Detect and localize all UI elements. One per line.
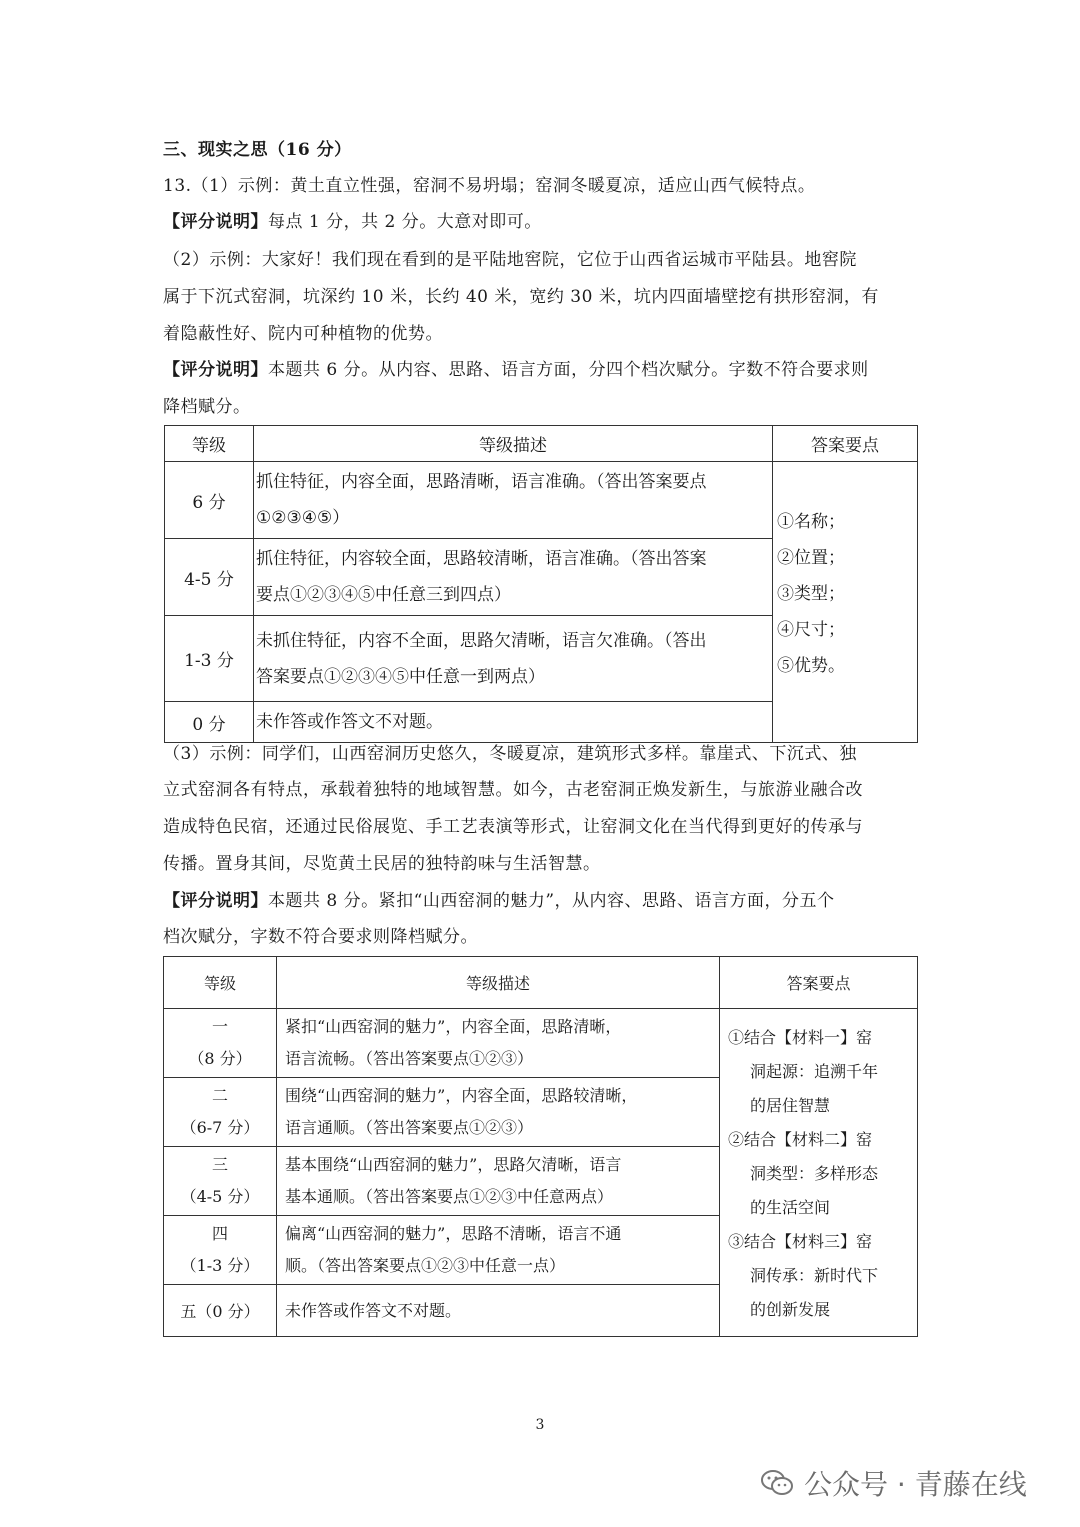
note-label: 【评分说明】 xyxy=(163,360,268,380)
answer-point: ④尺寸； xyxy=(777,620,845,640)
wechat-icon xyxy=(760,1468,794,1498)
desc-cell xyxy=(277,1009,720,1078)
desc-line: 语言通顺。（答出答案要点①②③） xyxy=(285,1118,534,1137)
answer-point: 的居住智慧 xyxy=(750,1096,831,1115)
table-header: 等级 xyxy=(164,957,277,1009)
desc-line: 顺。（答出答案要点①②③中任意一点） xyxy=(285,1256,566,1275)
answer-point: ①名称； xyxy=(777,512,845,532)
desc-cell xyxy=(277,1078,720,1147)
answer-point: 的创新发展 xyxy=(750,1300,831,1319)
note-text: 本题共 6 分。从内容、思路、语言方面，分四个档次赋分。字数不符合要求则 xyxy=(268,360,869,380)
answer-points-cell xyxy=(720,1009,918,1337)
grade-cell xyxy=(164,1216,277,1285)
q13-part2-line3: 着隐蔽性好、院内可种植物的优势。 xyxy=(163,324,443,344)
watermark xyxy=(760,1462,1027,1504)
grade-line: 二 xyxy=(211,1086,228,1105)
note-text: 每点 1 分，共 2 分。大意对即可。 xyxy=(268,212,542,232)
q13-part2-line2: 属于下沉式窑洞，坑深约 10 米，长约 40 米，宽约 30 米，坑内四面墙壁挖有拱形窑洞，有 xyxy=(163,287,879,307)
table-row xyxy=(165,462,918,539)
answer-point: 洞起源：追溯千年 xyxy=(750,1062,879,1081)
desc-cell xyxy=(254,616,773,702)
q13-part2-note-line1 xyxy=(163,352,869,388)
answer-point: 的生活空间 xyxy=(750,1198,831,1217)
grade-cell: 1-3 分 xyxy=(165,616,254,702)
grade-line: （1-3 分） xyxy=(180,1256,260,1275)
answer-point: ②结合【材料二】窑 xyxy=(728,1130,873,1149)
grade-line: 一 xyxy=(211,1017,228,1036)
grade-cell: 6 分 xyxy=(165,462,254,539)
desc-line: 围绕“山西窑洞的魅力”，内容全面，思路较清晰， xyxy=(285,1086,638,1105)
table-header: 等级描述 xyxy=(254,426,773,462)
table-header: 等级描述 xyxy=(277,957,720,1009)
table-row xyxy=(164,1009,918,1078)
note-text: 本题共 8 分。紧扣“山西窑洞的魅力”，从内容、思路、语言方面，分五个 xyxy=(268,891,835,911)
desc-line: 答案要点①②③④⑤中任意一到两点） xyxy=(256,666,545,687)
grade-line: （6-7 分） xyxy=(180,1118,260,1137)
desc-cell xyxy=(254,462,773,539)
grade-cell xyxy=(164,1078,277,1147)
desc-line: 抓住特征，内容全面，思路清晰，语言准确。（答出答案要点 xyxy=(256,472,707,492)
q13-part1-note xyxy=(163,204,542,240)
grade-line: （4-5 分） xyxy=(180,1187,260,1206)
desc-line: 紧扣“山西窑洞的魅力”，内容全面，思路清晰， xyxy=(285,1017,622,1036)
grade-cell: 0 分 xyxy=(165,702,254,743)
desc-cell: 未作答或作答文不对题。 xyxy=(277,1285,720,1337)
answer-point: ①结合【材料一】窑 xyxy=(728,1028,873,1047)
answer-points-cell xyxy=(773,462,918,743)
watermark-text: 公众号 · 青藤在线 xyxy=(804,1468,1027,1501)
note-label: 【评分说明】 xyxy=(163,212,268,232)
q13-part1: 13.（1）示例：黄土直立性强，窑洞不易坍塌；窑洞冬暖夏凉，适应山西气候特点。 xyxy=(163,176,816,196)
desc-cell xyxy=(277,1216,720,1285)
desc-line: 抓住特征，内容较全面，思路较清晰，语言准确。（答出答案 xyxy=(256,549,707,569)
grading-table-1 xyxy=(164,425,918,743)
desc-line: 基本通顺。（答出答案要点①②③中任意两点） xyxy=(285,1187,614,1206)
grade-cell: 4-5 分 xyxy=(165,539,254,616)
table-header: 等级 xyxy=(165,426,254,462)
answer-point: ③类型； xyxy=(777,584,845,604)
grade-line: （8 分） xyxy=(188,1049,252,1068)
q13-part3-note-line1 xyxy=(163,883,835,919)
answer-point: ②位置； xyxy=(777,548,845,568)
answer-point: 洞传承：新时代下 xyxy=(750,1266,879,1285)
desc-line: 未抓住特征，内容不全面，思路欠清晰，语言欠准确。（答出 xyxy=(256,630,707,651)
desc-line: ①②③④⑤） xyxy=(256,508,350,528)
table-header: 答案要点 xyxy=(773,426,918,462)
desc-line: 偏离“山西窑洞的魅力”，思路不清晰，语言不通 xyxy=(285,1224,622,1243)
desc-line: 基本围绕“山西窑洞的魅力”，思路欠清晰，语言 xyxy=(285,1155,622,1174)
q13-part3-line2: 立式窑洞各有特点，承载着独特的地域智慧。如今，古老窑洞正焕发新生，与旅游业融合改 xyxy=(163,780,863,800)
answer-point: ⑤优势。 xyxy=(777,656,845,676)
note-label: 【评分说明】 xyxy=(163,891,268,911)
q13-part2-note-line2: 降档赋分。 xyxy=(163,397,251,417)
q13-part3-line4: 传播。置身其间，尽览黄土民居的独特韵味与生活智慧。 xyxy=(163,854,601,874)
desc-cell xyxy=(254,539,773,616)
grade-line: 四 xyxy=(211,1224,228,1243)
desc-line: 要点①②③④⑤中任意三到四点） xyxy=(256,585,511,605)
grade-cell xyxy=(164,1009,277,1078)
q13-part3-note-line2: 档次赋分，字数不符合要求则降档赋分。 xyxy=(163,927,478,947)
page-number: 3 xyxy=(535,1417,545,1433)
answer-point: ③结合【材料三】窑 xyxy=(728,1232,873,1251)
table-header: 答案要点 xyxy=(720,957,918,1009)
grade-line: 三 xyxy=(211,1155,228,1174)
desc-line: 语言流畅。（答出答案要点①②③） xyxy=(285,1049,534,1068)
q13-part2-line1: （2）示例：大家好！我们现在看到的是平陆地窖院，它位于山西省运城市平陆县。地窖院 xyxy=(163,250,857,270)
q13-part3-line1: （3）示例：同学们，山西窑洞历史悠久，冬暖夏凉，建筑形式多样。靠崖式、下沉式、独 xyxy=(163,744,857,764)
grade-cell: 五（0 分） xyxy=(164,1285,277,1337)
grading-table-2 xyxy=(163,956,918,1337)
grade-cell xyxy=(164,1147,277,1216)
desc-cell: 未作答或作答文不对题。 xyxy=(254,702,773,743)
section-title: 三、现实之思（16 分） xyxy=(163,140,352,160)
q13-part3-line3: 造成特色民宿，还通过民俗展览、手工艺表演等形式，让窑洞文化在当代得到更好的传承与 xyxy=(163,817,863,837)
answer-point: 洞类型：多样形态 xyxy=(750,1164,879,1183)
desc-cell xyxy=(277,1147,720,1216)
